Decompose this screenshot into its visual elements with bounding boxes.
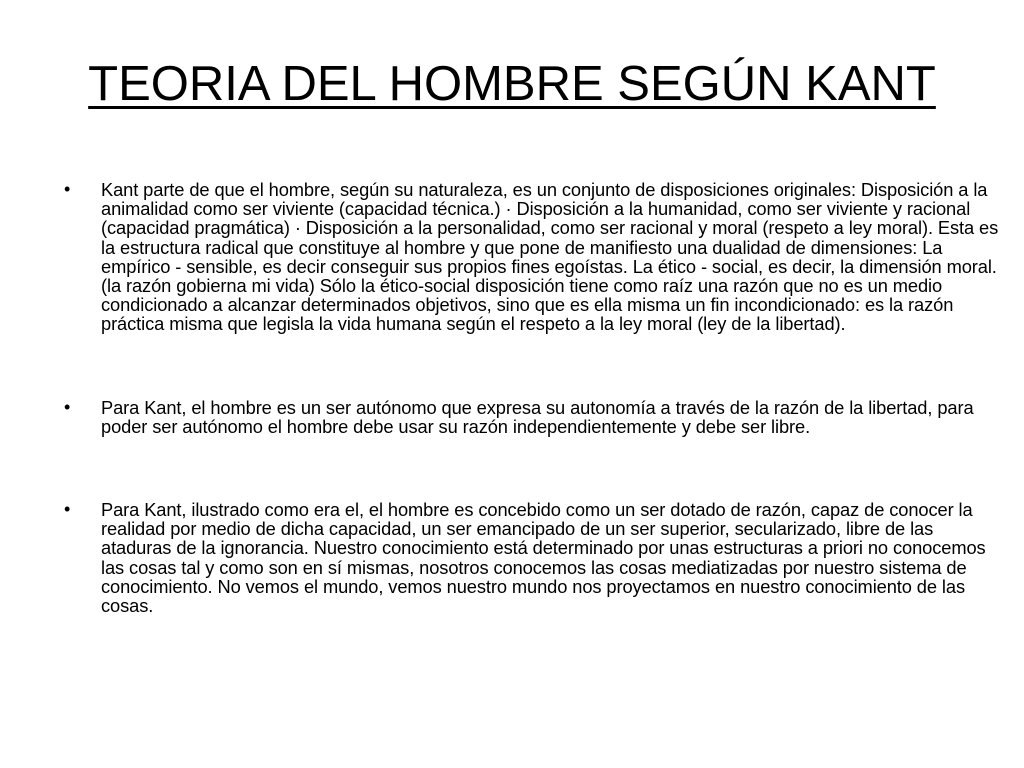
slide-title (0, 52, 1024, 116)
bullet-dot-icon: • (64, 179, 71, 199)
bullet-dot-icon: • (64, 499, 71, 520)
bullet-text: Para Kant, ilustrado como era el, el hombre es concebido como un ser dotado de razón, capaz de conocer la realidad por medio de dicha capacidad, un ser emancipado de un ser superior, secularizado, libre de las ataduras de la ignorancia. Nuestro conocimiento está determinado por unas estructuras a priori no conocemos las cosas tal y como son en sí mismas, nosotros conocemos las cosas mediatizadas por nuestro sistema de conocimiento. No vemos el mundo, vemos nuestro mundo nos proyectamos en nuestro conocimiento de las cosas. (101, 499, 986, 617)
bullet-item (64, 398, 1004, 436)
bullet-text: Para Kant, el hombre es un ser autónomo que expresa su autonomía a través de la razón de la libertad, para poder ser autónomo el hombre debe usar su razón independientemente y debe ser libre. (101, 396, 974, 437)
bullet-item (64, 180, 1004, 334)
bullet-dot-icon: • (64, 396, 71, 417)
slide-title-text: TEORIA DEL HOMBRE SEGÚN KANT (88, 57, 936, 111)
bullet-item (64, 500, 1004, 615)
bullet-text: Kant parte de que el hombre, según su naturaleza, es un conjunto de disposiciones originales: Disposición a la animalidad como ser viviente (capacidad técnica.) · Disposición a la humanidad, como ser viviente y racional (capacidad pragmática) · Disposición a la personalidad, como ser racional y moral (respeto a ley moral). Esta es la estructura radical que constituye al hombre y que pone de manifiesto una dualidad de dimensiones: La empírico - sensible, es decir conseguir sus propios fines egoístas. La ético - social, es decir, la dimensión moral.(la razón gobierna mi vida) Sólo la ético-social disposición tiene como raíz una razón que no es un medio condicionado a alcanzar determinados objetivos, sino que es ella misma un fin incondicionado: es la razón práctica misma que legisla la vida humana según el respeto a la ley moral (ley de la libertad). (101, 179, 999, 335)
bullet-list (64, 180, 1004, 615)
